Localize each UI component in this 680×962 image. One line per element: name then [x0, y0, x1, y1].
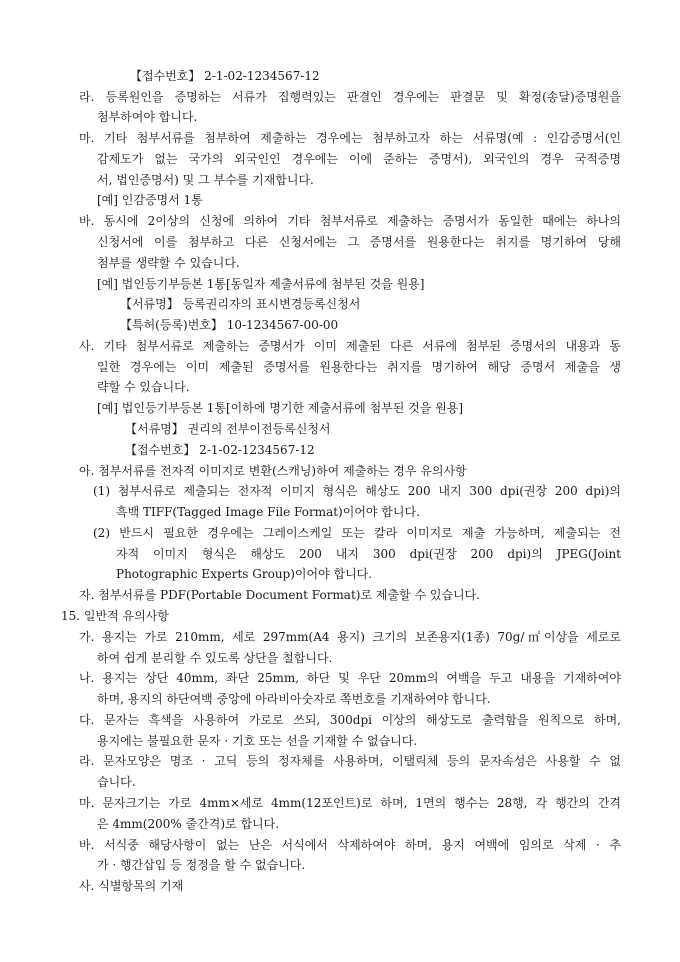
text-line: 하며, 용지의 하단여백 중앙에 아라비아숫자로 쪽번호를 기재하여야 합니다. — [97, 692, 491, 706]
text-line: 가 · 행간삽입 등 정정을 할 수 없습니다. — [97, 858, 306, 872]
text-line: 아. 첨부서류를 전자적 이미지로 변환(스캐닝)하여 제출하는 경우 유의사항 — [79, 464, 467, 478]
text-line: 나. 용지는 상단 40mm, 좌단 25mm, 하단 및 우단 20mm의 여백을 두고 내용을 기재하여야 — [79, 671, 621, 685]
text-line: 15. 일반적 유의사항 — [61, 609, 169, 623]
text-line: 일한 경우에는 이미 제출된 증명서를 원용한다는 취지를 명기하여 해당 증명서 제출을 생 — [97, 360, 621, 374]
text-line: 【접수번호】 2-1-02-1234567-12 — [130, 69, 320, 83]
text-line: 【서류명】 권리의 전부이전등록신청서 — [125, 422, 331, 436]
text-line: 바. 서식중 해당사항이 없는 난은 서식에서 삭제하여야 하며, 용지 여백에 임의로 삭제 · 추 — [79, 838, 621, 852]
text-line: 자적 이미지 형식은 해상도 200 내지 300 dpi(권장 200 dpi)의 JPEG(Joint — [116, 547, 621, 561]
text-line: 신청서에 이를 첨부하고 다른 신청서에는 그 증명서를 원용한다는 취지를 명기하여 당해 — [97, 235, 621, 249]
text-line: 라. 문자모양은 명조 · 고딕 등의 정자체를 사용하며, 이탤릭체 등의 문자속성은 사용할 수 없 — [79, 754, 621, 768]
text-line: 【서류명】 등록권리자의 표시변경등록신청서 — [120, 297, 361, 311]
text-line: [예] 법인등기부등본 1통[이하에 명기한 제출서류에 첨부된 것을 원용] — [97, 401, 464, 415]
text-line: 사. 기타 첨부서류로 제출하는 증명서가 이미 제출된 다른 서류에 첨부된 증명서의 내용과 동 — [79, 339, 621, 353]
text-line: Photographic Experts Group)이어야 합니다. — [116, 567, 373, 581]
text-line: 하여 쉽게 분리할 수 있도록 상단을 철합니다. — [97, 651, 333, 665]
text-line: 용지에는 불필요한 문자 · 기호 또는 선을 기재할 수 없습니다. — [97, 734, 418, 748]
text-line: 사. 식별항목의 기재 — [79, 879, 184, 893]
text-line: 서, 법인증명서) 및 그 부수를 기재합니다. — [97, 173, 314, 187]
text-line: 바. 동시에 2이상의 신청에 의하여 기타 첨부서류로 제출하는 증명서가 동일한 때에는 하나의 — [79, 214, 621, 228]
text-line: 【접수번호】 2-1-02-1234567-12 — [125, 443, 315, 457]
text-line: 습니다. — [97, 775, 136, 789]
text-line: 첨부하여야 합니다. — [97, 110, 198, 124]
text-line: 가. 용지는 가로 210mm, 세로 297mm(A4 용지) 크기의 보존용지(1종) 70g/㎡이상을 세로로 — [79, 630, 621, 644]
text-line: [예] 법인등기부등본 1통[동일자 제출서류에 첨부된 것을 원용] — [97, 277, 425, 291]
text-line: 마. 기타 첨부서류를 첨부하여 제출하는 경우에는 첨부하고자 하는 서류명(예 : 인감증명서(인 — [79, 131, 621, 145]
text-line: (1) 첨부서류로 제출되는 전자적 이미지 형식은 해상도 200 내지 300 dpi(권장 200 dpi)의 — [93, 484, 621, 498]
text-line: 흑백 TIFF(Tagged Image File Format)이어야 합니다. — [116, 505, 420, 519]
text-line: 【특허(등록)번호】 10-1234567-00-00 — [120, 318, 339, 332]
text-line: (2) 반드시 필요한 경우에는 그레이스케일 또는 칼라 이미지로 제출 가능하며, 제출되는 전 — [93, 526, 621, 540]
text-line: 은 4mm(200% 줄간격)로 합니다. — [97, 817, 280, 831]
text-line: 라. 등록원인을 증명하는 서류가 집행력있는 판결인 경우에는 판결문 및 확정(송달)증명원을 — [79, 90, 621, 104]
text-line: 마. 문자크기는 가로 4mm×세로 4mm(12포인트)로 하며, 1면의 행수는 28행, 각 행간의 간격 — [79, 796, 621, 810]
text-line: 첨부를 생략할 수 있습니다. — [97, 256, 240, 270]
text-line: 략할 수 있습니다. — [97, 380, 190, 394]
text-line: [예] 인감증명서 1통 — [97, 193, 203, 207]
text-line: 자. 첨부서류를 PDF(Portable Document Format)로 제출할 수 있습니다. — [79, 588, 481, 602]
text-line: 다. 문자는 흑색을 사용하여 가로로 쓰되, 300dpi 이상의 해상도로 출력함을 원칙으로 하며, — [79, 713, 621, 727]
text-line: 감제도가 없는 국가의 외국인인 경우에는 이에 준하는 증명서), 외국인의 경우 국적증명 — [97, 152, 621, 166]
